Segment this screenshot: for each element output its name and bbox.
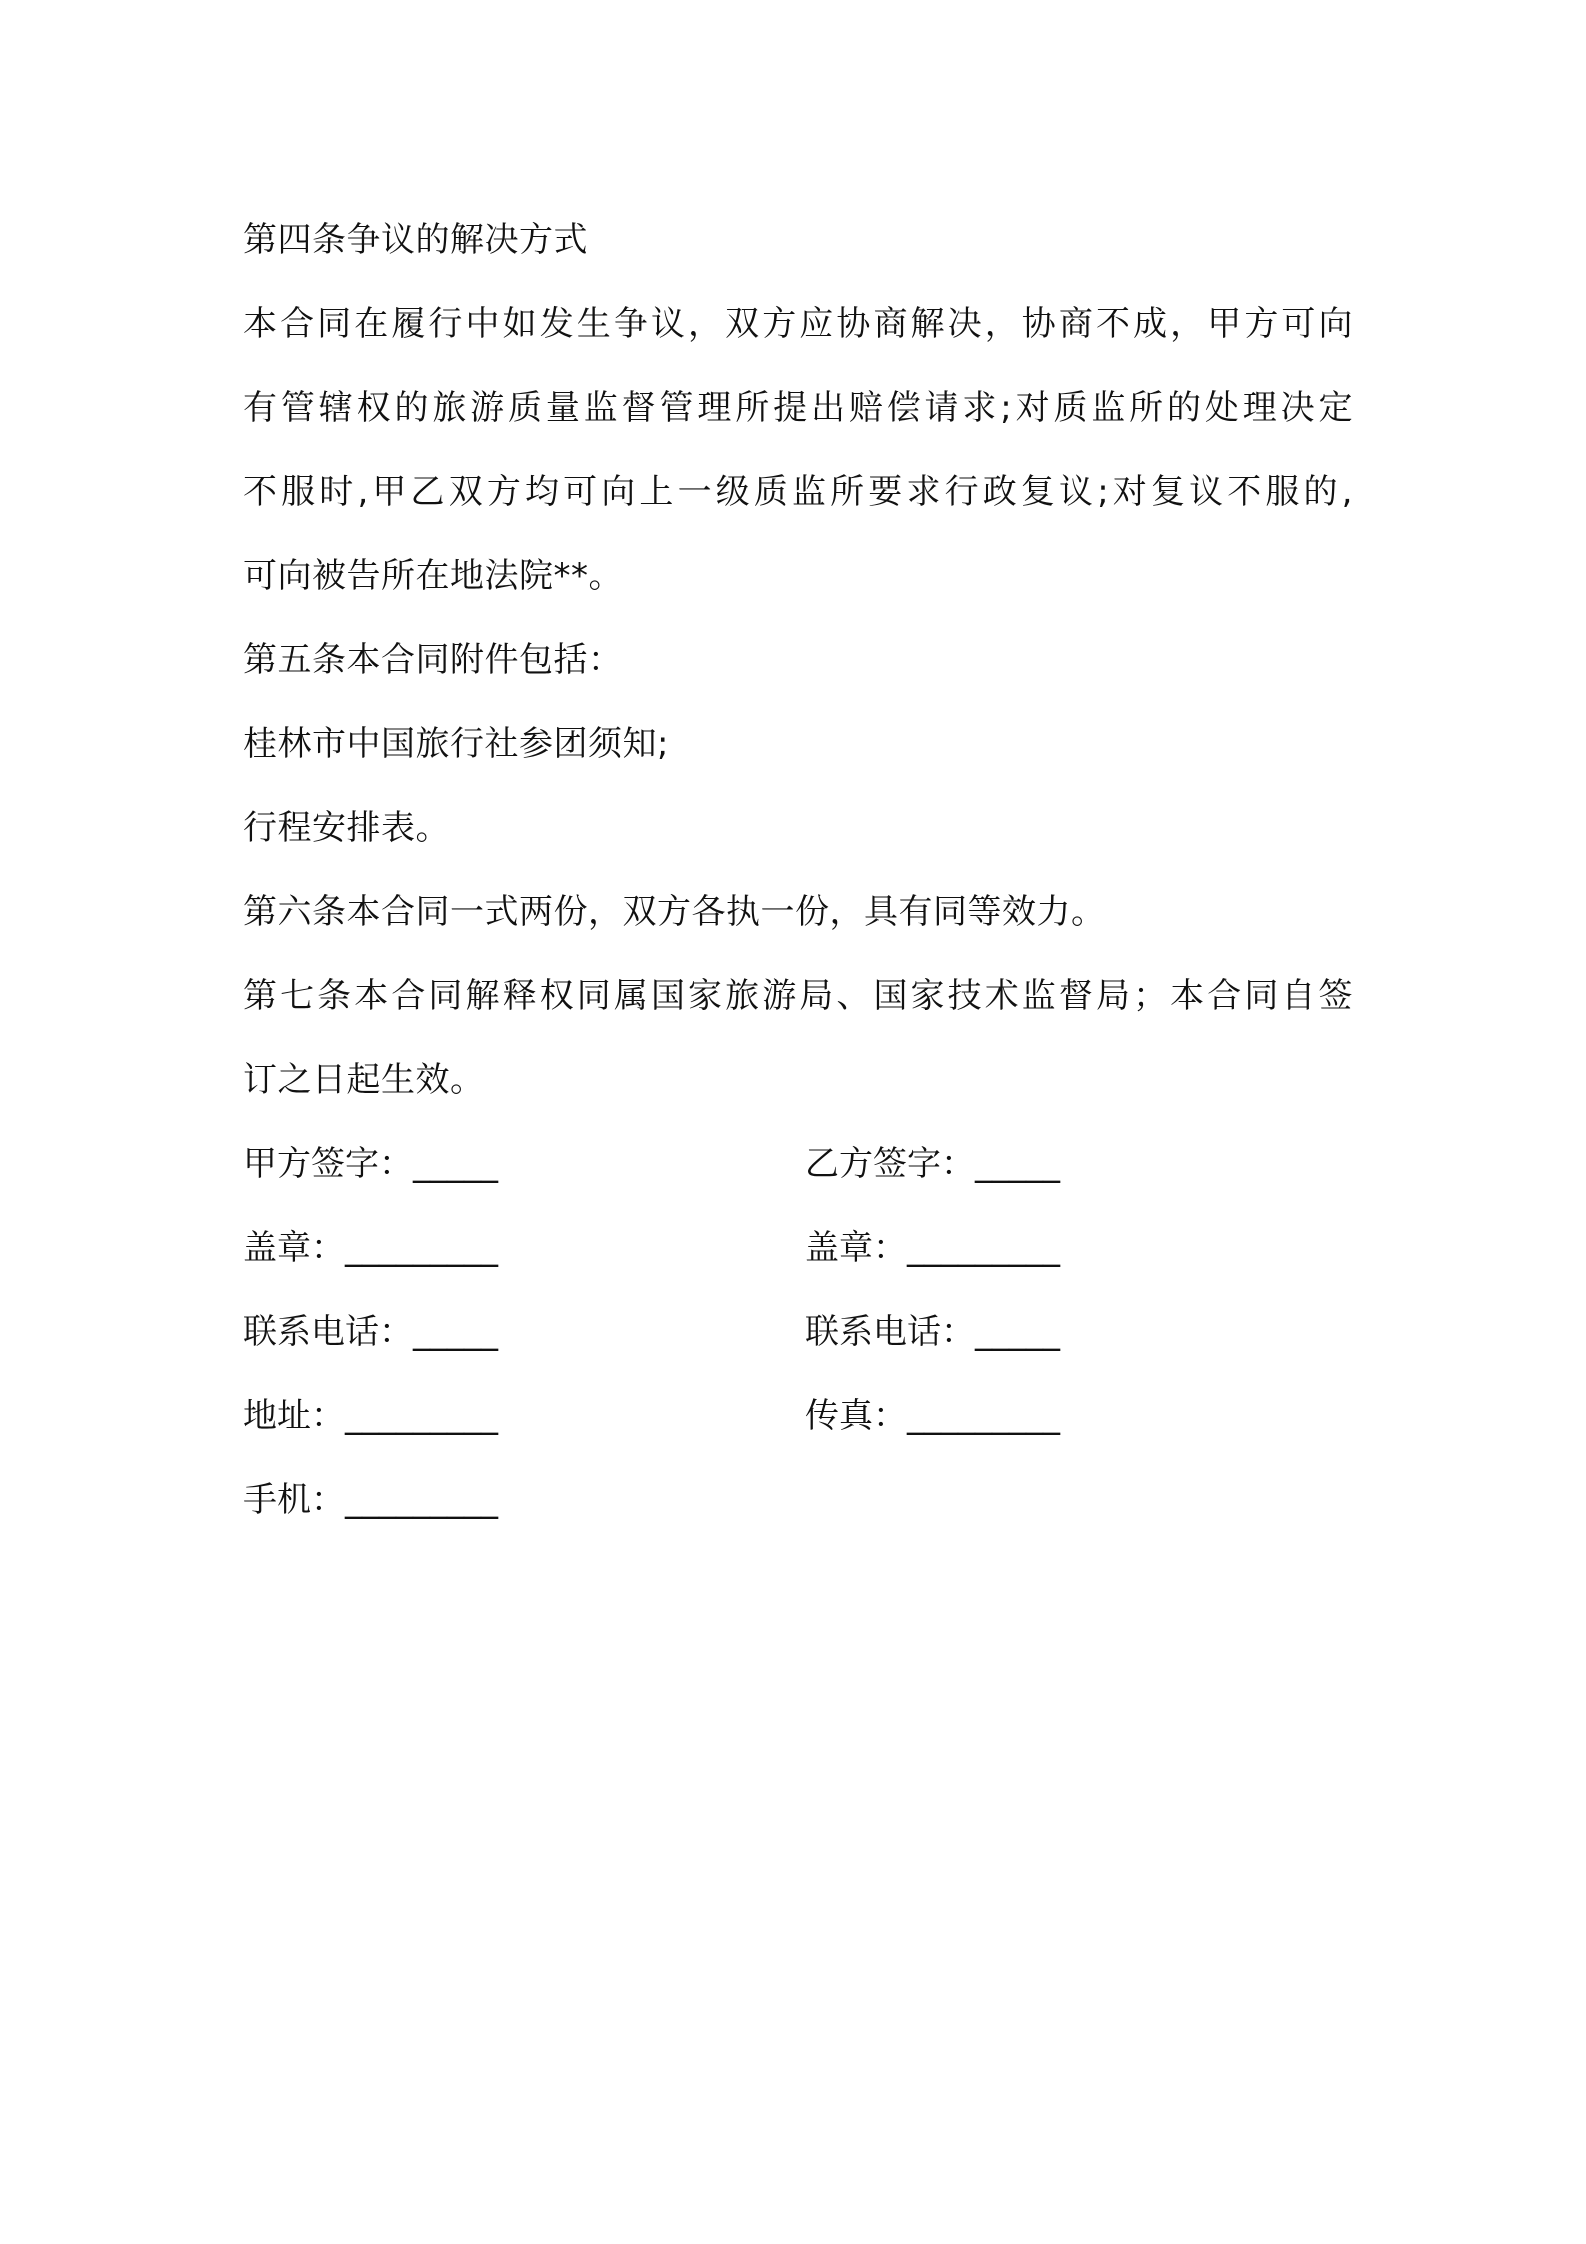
article7-line-1: 第七条本合同解释权同属国家旅游局、国家技术监督局；本合同自签	[243, 976, 1353, 1016]
article4-line-2: 有管辖权的旅游质量监督管理所提出赔偿请求;对质监所的处理决定	[243, 388, 1353, 428]
party-a-phone-field: 联系电话：_____	[243, 1312, 498, 1352]
article4-line-4: 可向被告所在地法院**。	[243, 556, 623, 596]
party-b-fax-field: 传真：_________	[805, 1396, 1060, 1436]
phone-row	[243, 1290, 1353, 1374]
contract-content	[243, 198, 1353, 1542]
address-fax-row	[243, 1374, 1353, 1458]
article4-heading: 第四条争议的解决方式	[243, 220, 588, 260]
party-a-address-field: 地址：_________	[243, 1396, 498, 1436]
party-b-signature-field: 乙方签字：_____	[805, 1144, 1060, 1184]
article7-line-2: 订之日起生效。	[243, 1060, 485, 1100]
article6-text: 第六条本合同一式两份，双方各执一份，具有同等效力。	[243, 892, 1106, 932]
party-a-seal-field: 盖章：_________	[243, 1228, 498, 1268]
article5-item-2: 行程安排表。	[243, 808, 450, 848]
party-a-signature-field: 甲方签字：_____	[243, 1144, 498, 1184]
signature-row	[243, 1122, 1353, 1206]
article4-line-3: 不服时,甲乙双方均可向上一级质监所要求行政复议;对复议不服的,	[243, 472, 1353, 512]
party-b-phone-field: 联系电话：_____	[805, 1312, 1060, 1352]
article4-line-1: 本合同在履行中如发生争议，双方应协商解决，协商不成，甲方可向	[243, 304, 1353, 344]
seal-row	[243, 1206, 1353, 1290]
party-a-mobile-field: 手机：_________	[243, 1480, 498, 1520]
article5-item-1: 桂林市中国旅行社参团须知;	[243, 724, 669, 764]
party-b-seal-field: 盖章：_________	[805, 1228, 1060, 1268]
mobile-row	[243, 1458, 1353, 1542]
article5-heading: 第五条本合同附件包括：	[243, 640, 623, 680]
